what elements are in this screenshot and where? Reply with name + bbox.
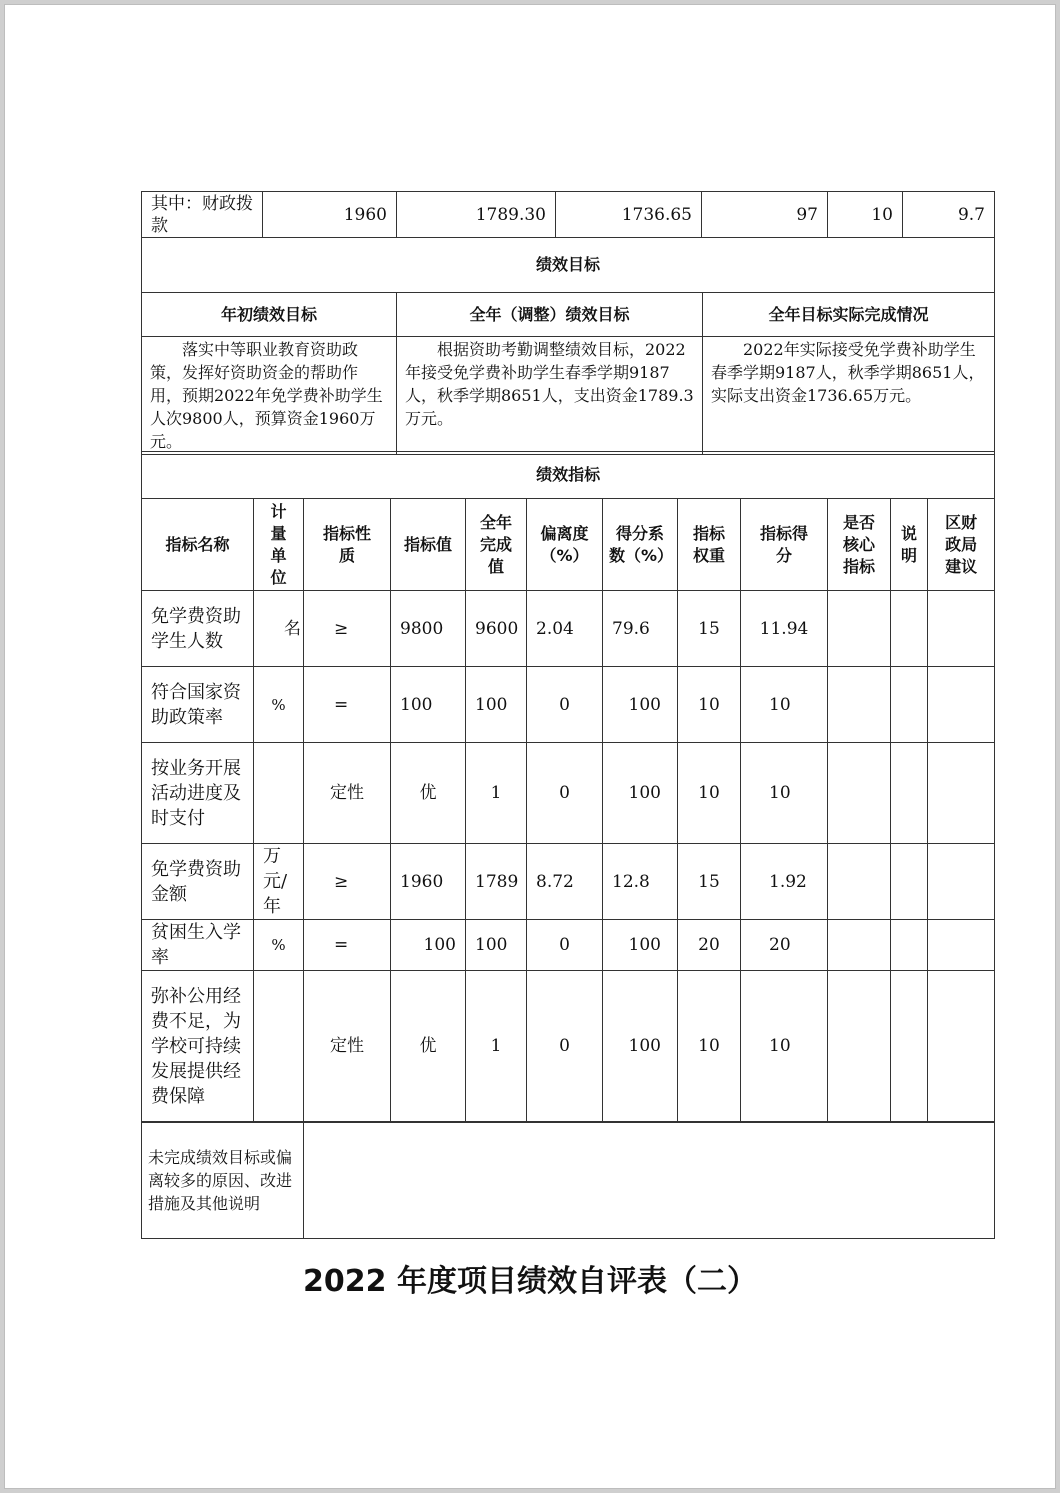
goals-header-actual: 全年目标实际完成情况 <box>703 293 995 337</box>
indicator-suggestion <box>928 920 995 971</box>
indicator-nature: = <box>304 920 391 971</box>
goals-header-adjusted: 全年（调整）绩效目标 <box>397 293 703 337</box>
indicator-explain <box>891 591 928 667</box>
indicator-core <box>828 971 891 1122</box>
indicator-name: 免学费资助学生人数 <box>142 591 254 667</box>
header-suggestion: 区财政局建议 <box>928 499 995 591</box>
header-core: 是否核心指标 <box>828 499 891 591</box>
header-done: 全年完成值 <box>466 499 527 591</box>
indicator-coefficient: 79.6 <box>603 591 678 667</box>
funding-budget: 1960 <box>263 192 397 238</box>
indicator-score: 10 <box>741 971 828 1122</box>
indicator-explain <box>891 667 928 743</box>
indicator-value: 100 <box>391 920 466 971</box>
funding-weight: 10 <box>828 192 903 238</box>
indicator-deviation: 0 <box>527 971 603 1122</box>
indicator-suggestion <box>928 971 995 1122</box>
indicator-value: 100 <box>391 667 466 743</box>
funding-adjusted: 1789.30 <box>397 192 556 238</box>
goals-adjusted-text: 根据资助考勤调整绩效目标，2022年接受免学费补助学生春季学期9187人，秋季学期8651人，支出资金1789.3万元。 <box>397 337 703 455</box>
indicator-unit <box>254 743 304 844</box>
indicator-coefficient: 12.8 <box>603 844 678 920</box>
indicator-suggestion <box>928 743 995 844</box>
indicator-unit: 名 <box>254 591 304 667</box>
indicator-name: 符合国家资助政策率 <box>142 667 254 743</box>
indicator-row <box>142 667 995 743</box>
indicator-explain <box>891 844 928 920</box>
indicator-weight: 10 <box>678 667 741 743</box>
header-name: 指标名称 <box>142 499 254 591</box>
goals-section-title: 绩效目标 <box>142 238 995 293</box>
indicator-weight: 15 <box>678 591 741 667</box>
indicator-score: 20 <box>741 920 828 971</box>
funding-actual: 1736.65 <box>556 192 702 238</box>
indicator-suggestion <box>928 844 995 920</box>
indicators-section-title: 绩效指标 <box>142 452 995 499</box>
indicator-score: 1.92 <box>741 844 828 920</box>
indicator-nature: 定性 <box>304 971 391 1122</box>
goals-table <box>141 237 995 455</box>
header-explain: 说明 <box>891 499 928 591</box>
header-coefficient: 得分系数（%） <box>603 499 678 591</box>
indicator-done: 1 <box>466 971 527 1122</box>
header-nature: 指标性质 <box>304 499 391 591</box>
indicator-score: 10 <box>741 743 828 844</box>
header-score: 指标得分 <box>741 499 828 591</box>
indicator-value: 1960 <box>391 844 466 920</box>
indicator-row <box>142 971 995 1122</box>
notes-table <box>141 1122 995 1239</box>
indicator-name: 贫困生入学率 <box>142 920 254 971</box>
notes-content <box>304 1123 995 1239</box>
indicator-explain <box>891 971 928 1122</box>
indicator-coefficient: 100 <box>603 743 678 844</box>
indicator-nature: 定性 <box>304 743 391 844</box>
indicator-core <box>828 920 891 971</box>
indicator-coefficient: 100 <box>603 920 678 971</box>
indicator-weight: 10 <box>678 743 741 844</box>
funding-label: 其中：财政拨款 <box>142 192 263 238</box>
indicator-score: 11.94 <box>741 591 828 667</box>
header-unit: 计量单位 <box>254 499 304 591</box>
indicator-explain <box>891 920 928 971</box>
indicator-unit: % <box>254 920 304 971</box>
indicator-deviation: 0 <box>527 743 603 844</box>
indicator-core <box>828 667 891 743</box>
indicator-deviation: 2.04 <box>527 591 603 667</box>
header-weight: 指标权重 <box>678 499 741 591</box>
indicator-name: 弥补公用经费不足，为学校可持续发展提供经费保障 <box>142 971 254 1122</box>
indicator-unit <box>254 971 304 1122</box>
indicator-explain <box>891 743 928 844</box>
indicator-value: 9800 <box>391 591 466 667</box>
indicator-deviation: 8.72 <box>527 844 603 920</box>
goals-header-initial: 年初绩效目标 <box>142 293 397 337</box>
indicator-core <box>828 591 891 667</box>
indicators-table <box>141 451 995 1122</box>
funding-table <box>141 191 995 238</box>
indicator-name: 免学费资助金额 <box>142 844 254 920</box>
indicator-row <box>142 920 995 971</box>
indicator-row <box>142 743 995 844</box>
goals-actual-text: 2022年实际接受免学费补助学生春季学期9187人，秋季学期8651人，实际支出资金1736.65万元。 <box>703 337 995 455</box>
indicator-row <box>142 591 995 667</box>
indicator-done: 1 <box>466 743 527 844</box>
notes-label: 未完成绩效目标或偏离较多的原因、改进措施及其他说明 <box>142 1123 304 1239</box>
indicator-suggestion <box>928 667 995 743</box>
indicator-value: 优 <box>391 743 466 844</box>
indicator-weight: 10 <box>678 971 741 1122</box>
indicator-done: 100 <box>466 667 527 743</box>
indicator-unit: % <box>254 667 304 743</box>
indicator-nature: ≥ <box>304 844 391 920</box>
indicator-done: 9600 <box>466 591 527 667</box>
indicator-core <box>828 844 891 920</box>
indicator-suggestion <box>928 591 995 667</box>
indicator-coefficient: 100 <box>603 971 678 1122</box>
funding-score: 9.7 <box>903 192 995 238</box>
indicator-nature: ≥ <box>304 591 391 667</box>
indicator-weight: 20 <box>678 920 741 971</box>
indicator-unit: 万元/年 <box>254 844 304 920</box>
indicator-deviation: 0 <box>527 920 603 971</box>
indicator-name: 按业务开展活动进度及时支付 <box>142 743 254 844</box>
indicator-row <box>142 844 995 920</box>
goals-initial-text: 落实中等职业教育资助政策，发挥好资助资金的帮助作用，预期2022年免学费补助学生人次9800人，预算资金1960万元。 <box>142 337 397 455</box>
indicator-nature: = <box>304 667 391 743</box>
indicator-core <box>828 743 891 844</box>
indicator-done: 100 <box>466 920 527 971</box>
document-title: 2022 年度项目绩效自评表（二） <box>303 1264 757 1299</box>
indicator-coefficient: 100 <box>603 667 678 743</box>
indicator-value: 优 <box>391 971 466 1122</box>
indicator-weight: 15 <box>678 844 741 920</box>
indicator-score: 10 <box>741 667 828 743</box>
header-value: 指标值 <box>391 499 466 591</box>
indicator-deviation: 0 <box>527 667 603 743</box>
funding-rate: 97 <box>702 192 828 238</box>
indicator-done: 1789 <box>466 844 527 920</box>
header-deviation: 偏离度（%） <box>527 499 603 591</box>
